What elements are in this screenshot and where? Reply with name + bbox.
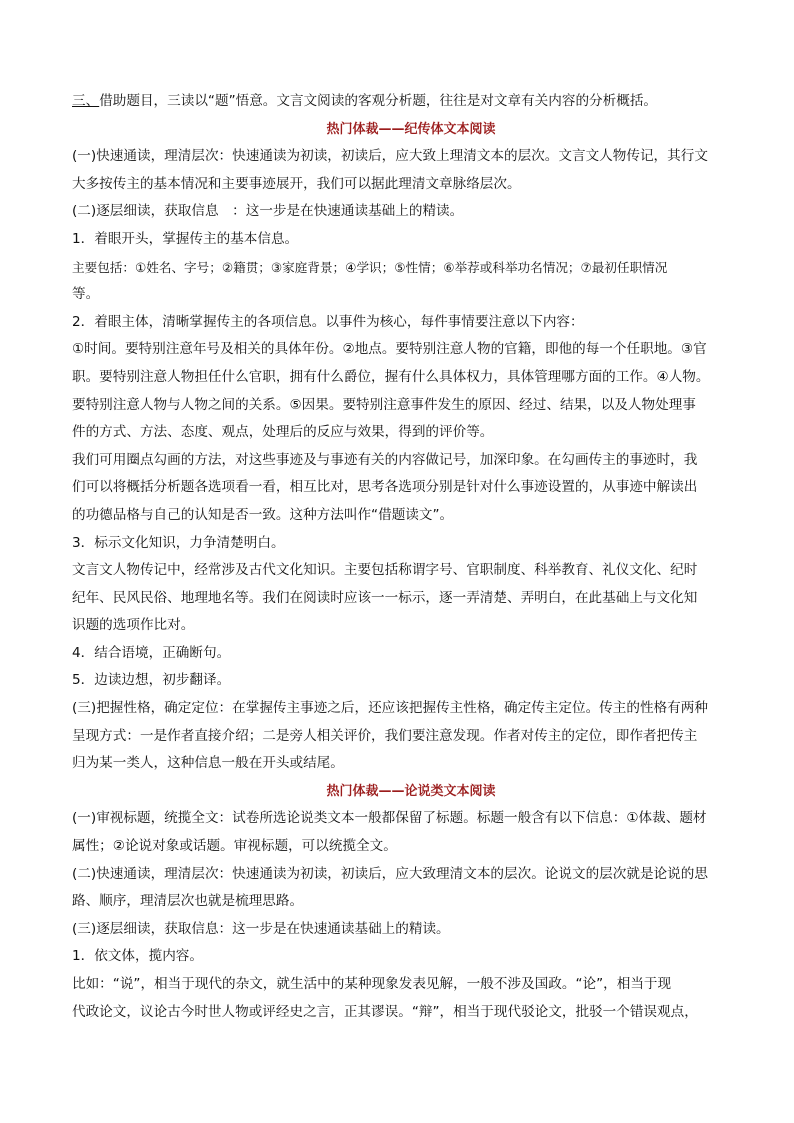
text-line: (一)快速通读，理清层次：快速通读为初读，初读后，应大致上理清文本的层次。文言文人物传记，其行文 bbox=[72, 148, 708, 165]
text-line: 1．依文体，揽内容。 bbox=[72, 948, 203, 965]
text-line: 我们可用圈点勾画的方法，对这些事迹及与事迹有关的内容做记号，加深印象。在勾画传主的事迹时，我 bbox=[72, 451, 698, 468]
text-line: 职。要特别注意人物担任什么官职，拥有什么爵位，握有什么具体权力，具体管理哪方面的工作。④人物。 bbox=[72, 368, 710, 385]
text-line: 件的方式、方法、态度、观点，处理后的反应与效果，得到的评价等。 bbox=[72, 424, 494, 441]
section-biography-body bbox=[72, 143, 732, 778]
text-line: ①时间。要特别注意年号及相关的具体年份。②地点。要特别注意人物的官籍，即他的每一个任职地。③官 bbox=[72, 341, 707, 358]
text-line: 纪年、民风民俗、地理地名等。我们在阅读时应该一一标示，逐一弄清楚、弄明白，在此基础上与文化知 bbox=[72, 589, 698, 606]
text-line: 5．边读边想，初步翻译。 bbox=[72, 672, 231, 689]
section-heading-biography: 热门体裁——纪传体文本阅读 bbox=[326, 121, 496, 137]
text-line: 识题的选项作比对。 bbox=[72, 617, 195, 634]
text-line: 要特别注意人物与人物之间的关系。⑤因果。要特别注意事件发生的原因、经过、结果，以及人物处理事 bbox=[72, 396, 696, 413]
text-line: 3．标示文化知识，力争清楚明白。 bbox=[72, 534, 285, 551]
text-line: (三)逐层细读，获取信息：这一步是在快速通读基础上的精读。 bbox=[72, 920, 450, 937]
text-line: (三)把握性格，确定定位：在掌握传主事迹之后，还应该把握传主性格，确定传主定位。传主的性格有两种 bbox=[72, 700, 708, 717]
text-line: 代政论文，议论古今时世人物或评经史之言，正其谬误。“辩”，相当于现代驳论文，批驳一个错误观点， bbox=[72, 1003, 698, 1020]
intro-prefix: 三、 bbox=[72, 93, 100, 109]
text-line: 2．着眼主体，清晰掌握传主的各项信息。以事件为核心，每件事情要注意以下内容： bbox=[72, 313, 584, 330]
text-line: 主要包括：①姓名、字号；②籍贯；③家庭背景；④学识；⑤性情；⑥举荐或科举功名情况；⑦最初任职情况 bbox=[72, 259, 668, 275]
text-line: 文言文人物传记中，经常涉及古代文化知识。主要包括称谓字号、官职制度、科举教育、礼仪文化、纪时 bbox=[72, 562, 698, 579]
text-line: 等。 bbox=[72, 286, 100, 303]
text-line: (二)逐层细读，获取信息 ：这一步是在快速通读基础上的精读。 bbox=[72, 203, 464, 220]
text-line: 1．着眼开头，掌握传主的基本信息。 bbox=[72, 230, 299, 247]
text-line: 属性；②论说对象或话题。审视标题，可以统揽全文。 bbox=[72, 838, 397, 855]
text-line: (一)审视标题，统揽全文：试卷所选论说类文本一般都保留了标题。标题一般含有以下信息：①体裁、题材 bbox=[72, 810, 707, 827]
text-line: 呈现方式：一是作者直接介绍；二是旁人相关评价，我们要注意发现。作者对传主的定位，即作者把传主 bbox=[72, 727, 698, 744]
text-line: 路、顺序，理清层次也就是梳理思路。 bbox=[72, 893, 304, 910]
section-heading-argument: 热门体裁——论说类文本阅读 bbox=[326, 783, 496, 799]
text-line: 的功德品格与自己的认知是否一致。这种方法叫作“借题读文”。 bbox=[72, 506, 454, 523]
text-line: (二)快速通读，理清层次：快速通读为初读，初读后，应大致理清文本的层次。论说文的层次就是论说的思 bbox=[72, 865, 708, 882]
text-line: 归为某一类人，这种信息一般在开头或结尾。 bbox=[72, 755, 344, 772]
text-line: 们可以将概括分析题各选项看一看，相互比对，思考各选项分别是针对什么事迹设置的，从事迹中解读出 bbox=[72, 479, 698, 496]
intro-paragraph bbox=[72, 88, 732, 116]
text-line: 大多按传主的基本情况和主要事迹展开，我们可以据此理清文章脉络层次。 bbox=[72, 175, 521, 192]
intro-text: 借助题目，三读以“题”悟意。文言文阅读的客观分析题，往往是对文章有关内容的分析概括。 bbox=[99, 93, 658, 109]
text-line: 比如：“说”，相当于现代的杂文，就生活中的某种现象发表见解，一般不涉及国政。“论”，相当于现 bbox=[72, 976, 672, 992]
document-page bbox=[72, 88, 732, 1026]
section-argument-body bbox=[72, 805, 732, 1026]
text-line: 4．结合语境，正确断句。 bbox=[72, 644, 231, 661]
